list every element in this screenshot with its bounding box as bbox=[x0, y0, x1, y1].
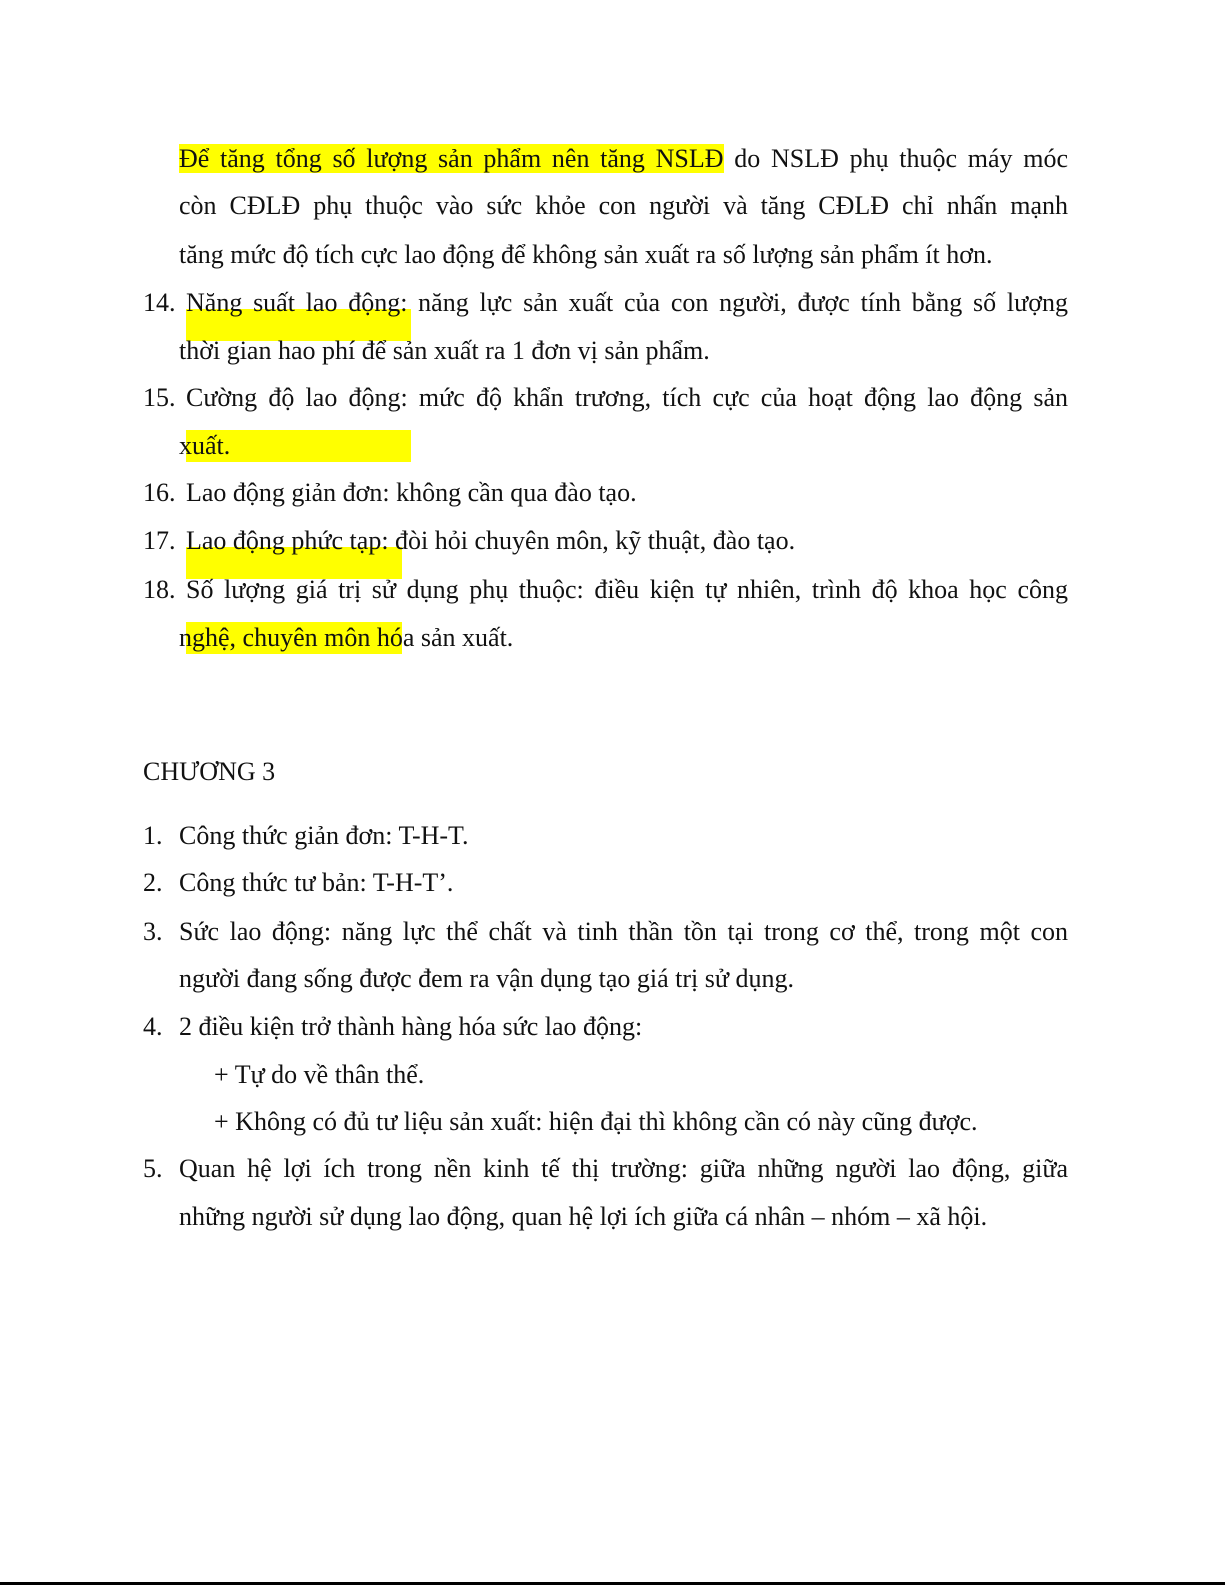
item-14-line-2: thời gian hao phí để sản xuất ra 1 đơn vị sản phẩm. bbox=[179, 336, 710, 365]
chapter-item-3-number: 3. bbox=[143, 917, 163, 946]
item-15-line-1: Cường độ lao động: mức độ khẩn trương, tích cực của hoạt động lao động sản bbox=[186, 383, 1068, 412]
chapter-item-5-number: 5. bbox=[143, 1154, 163, 1183]
item-15-line-2: xuất. bbox=[179, 431, 231, 460]
item-14-number: 14. bbox=[143, 288, 176, 317]
chapter-item-1-number: 1. bbox=[143, 821, 163, 850]
chapter-item-4-line-1: 2 điều kiện trở thành hàng hóa sức lao động: bbox=[179, 1012, 643, 1041]
chapter-item-5-line-2: những người sử dụng lao động, quan hệ lợi ích giữa cá nhân – nhóm – xã hội. bbox=[179, 1202, 988, 1231]
intro-line-1 bbox=[179, 143, 1068, 175]
chapter-title: CHƯƠNG 3 bbox=[143, 757, 276, 786]
chapter-item-2-line-1: Công thức tư bản: T-H-T’. bbox=[179, 868, 454, 897]
chapter-item-5-line-1: Quan hệ lợi ích trong nền kinh tế thị trường: giữa những người lao động, giữa bbox=[179, 1154, 1068, 1183]
chapter-item-4-number: 4. bbox=[143, 1012, 163, 1041]
item-18-line-2: nghệ, chuyên môn hóa sản xuất. bbox=[179, 623, 514, 652]
item-17-number: 17. bbox=[143, 526, 176, 555]
chapter-item-4-sub-1: + Tự do về thân thể. bbox=[214, 1060, 425, 1089]
chapter-item-1-line-1: Công thức giản đơn: T-H-T. bbox=[179, 821, 469, 850]
chapter-item-4-sub-2: + Không có đủ tư liệu sản xuất: hiện đại thì không cần có này cũng được. bbox=[214, 1107, 978, 1136]
intro-highlight: Để tăng tổng số lượng sản phẩm nên tăng NSLĐ bbox=[179, 144, 724, 173]
chapter-item-3-line-2: người đang sống được đem ra vận dụng tạo giá trị sử dụng. bbox=[179, 964, 794, 993]
item-16-line-1: Lao động giản đơn: không cần qua đào tạo. bbox=[186, 478, 637, 507]
item-15-number: 15. bbox=[143, 383, 176, 412]
item-18-number: 18. bbox=[143, 575, 176, 604]
item-16-number: 16. bbox=[143, 478, 176, 507]
chapter-item-2-number: 2. bbox=[143, 868, 163, 897]
intro-line-2: còn CĐLĐ phụ thuộc vào sức khỏe con người và tăng CĐLĐ chỉ nhấn mạnh bbox=[179, 191, 1068, 220]
item-17-line-1: Lao động phức tạp: đòi hỏi chuyên môn, kỹ thuật, đào tạo. bbox=[186, 526, 796, 555]
intro-line-1-rest: do NSLĐ phụ thuộc máy móc bbox=[723, 144, 1068, 173]
item-14-line-1: Năng suất lao động: năng lực sản xuất của con người, được tính bằng số lượng bbox=[186, 288, 1068, 317]
item-18-line-1: Số lượng giá trị sử dụng phụ thuộc: điều kiện tự nhiên, trình độ khoa học công bbox=[186, 575, 1068, 604]
chapter-item-3-line-1: Sức lao động: năng lực thể chất và tinh thần tồn tại trong cơ thể, trong một con bbox=[179, 917, 1068, 946]
intro-line-3: tăng mức độ tích cực lao động để không sản xuất ra số lượng sản phẩm ít hơn. bbox=[179, 240, 993, 269]
